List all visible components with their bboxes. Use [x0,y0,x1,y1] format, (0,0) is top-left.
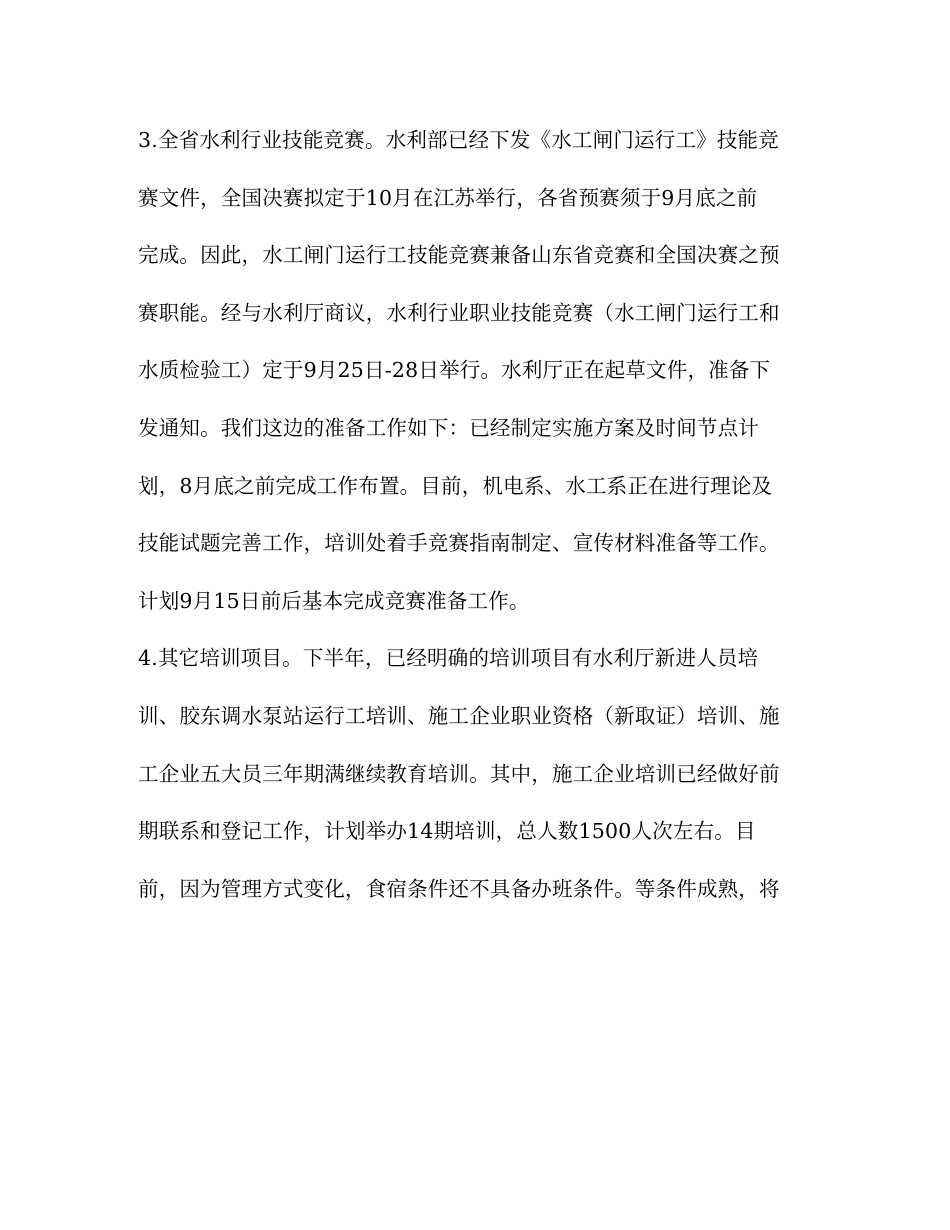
paragraph-line: 技能试题完善工作，培训处着手竞赛指南制定、宣传材料准备等工作。 [138,531,780,556]
paragraph-line: 计划9月15日前后基本完成竞赛准备工作。 [138,588,530,613]
paragraph-line: 划，8月底之前完成工作布置。目前，机电系、水工系正在进行理论及 [138,473,773,498]
paragraph-line: 4.其它培训项目。下半年，已经明确的培训项目有水利厅新进人员培 [138,646,759,671]
paragraph-line: 发通知。我们这边的准备工作如下：已经制定实施方案及时间节点计 [138,415,759,440]
paragraph-line: 工企业五大员三年期满继续教育培训。其中，施工企业培训已经做好前 [138,761,780,786]
paragraph-line: 前，因为管理方式变化，食宿条件还不具备办班条件。等条件成熟，将 [138,876,780,901]
paragraph-line: 水质检验工）定于9月25日-28日举行。水利厅正在起草文件，准备下 [138,358,771,383]
paragraph-line: 训、胶东调水泵站运行工培训、施工企业职业资格（新取证）培训、施 [138,703,780,728]
paragraph-line: 期联系和登记工作，计划举办14期培训，总人数1500人次左右。目 [138,819,756,844]
paragraph-line: 赛文件，全国决赛拟定于10月在江苏举行，各省预赛须于9月底之前 [138,185,758,210]
paragraph-line: 完成。因此，水工闸门运行工技能竞赛兼备山东省竞赛和全国决赛之预 [138,243,780,268]
paragraph-line: 赛职能。经与水利厅商议，水利行业职业技能竞赛（水工闸门运行工和 [138,300,780,325]
body-text [138,112,818,918]
paragraph-line: 3.全省水利行业技能竞赛。水利部已经下发《水工闸门运行工》技能竞 [138,128,779,152]
